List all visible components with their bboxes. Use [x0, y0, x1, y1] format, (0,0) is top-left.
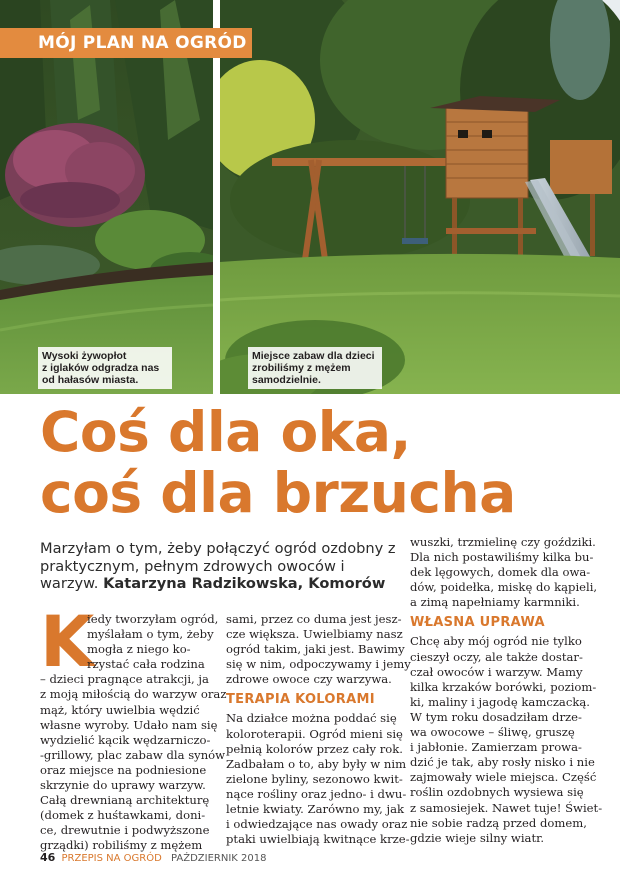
body-line: nące rośliny oraz jedno- i dwu-: [226, 786, 407, 801]
body-line: letnie kwiaty. Zarówno my, jak: [226, 802, 405, 817]
body-line: myślałam o tym, żeby: [87, 627, 214, 642]
body-line: z samosiejek. Nawet tuje! Świet-: [410, 800, 603, 815]
article-title: [40, 402, 600, 524]
page-footer: [40, 851, 340, 866]
body-line: wydzielić kącik wędzarniczo-: [40, 732, 211, 747]
body-line: zdrowe owoce czy warzywa.: [226, 672, 392, 687]
body-line: Zadbałam o to, aby były w nim: [226, 756, 407, 771]
body-line: Dla nich postawiliśmy kilka bu-: [410, 550, 594, 565]
body-line: skrzynie do uprawy warzyw.: [40, 778, 206, 793]
article-column-3: [410, 535, 605, 846]
lead-text: Marzyłam o tym, żeby połączyć ogród ozdobny z praktycznym, pełnym zdrowych owoców i warzyw.: [40, 540, 396, 592]
body-line: czał owoców i warzyw. Mamy: [410, 664, 583, 679]
body-line: i odwiedzające nas owady oraz: [226, 817, 408, 832]
body-line: iedy tworzyłam ogród,: [87, 612, 219, 626]
body-line: zajmowały wiele miejsca. Część: [410, 770, 597, 785]
body-line: Chcę aby mój ogród nie tylko: [410, 634, 582, 649]
magazine-name: PRZEPIS NA OGRÓD: [61, 853, 162, 864]
body-line: mąż, który uwielbia wędzić: [40, 702, 200, 717]
body-line: wuszki, trzmielinę czy goździki.: [410, 535, 596, 549]
body-line: sami, przez co duma jest jesz-: [226, 612, 402, 626]
body-line: ki, maliny i jagodę kamczacką.: [410, 694, 590, 709]
body-line: cze większa. Uwielbiamy nasz: [226, 627, 403, 642]
article-title-line-2: coś dla brzucha: [40, 461, 516, 525]
body-line: ptaki uwielbiają kwitnące krze-: [226, 832, 410, 847]
body-line: i jabłonie. Zamierzam prowa-: [410, 740, 582, 755]
body-line: wa owocowe – śliwę, gruszę: [410, 725, 575, 740]
playground-caption: Miejsce zabaw dla dzieci zrobiliśmy z mężem samodzielnie.: [248, 347, 382, 389]
body-line: Na działce można poddać się: [226, 711, 397, 726]
body-line: a zimą napełniamy karmniki.: [410, 595, 580, 610]
body-line: rzystać cała rodzina: [87, 657, 205, 672]
body-line: dek lęgowych, domek dla owa-: [410, 565, 591, 580]
subheading-terapia-kolorami: TERAPIA KOLORAMI: [226, 692, 375, 708]
body-line: mogła z niego ko-: [87, 642, 191, 657]
lead-author: Katarzyna Radzikowska, Komorów: [103, 575, 386, 592]
playground-photo: [220, 0, 620, 394]
body-line: dzić je tak, aby rosły nisko i nie: [410, 755, 595, 770]
body-line: nie sobie radzą przed domem,: [410, 815, 587, 830]
body-line: – dzieci pragnące atrakcji, ja: [40, 672, 209, 687]
body-line: Całą drewnianą architekturę: [40, 793, 210, 808]
subheading-wlasna-uprawa: WŁASNA UPRAWA: [410, 615, 545, 631]
issue-date: PAŹDZIERNIK 2018: [170, 853, 267, 864]
body-line: pełnią kolorów przez cały rok.: [226, 741, 403, 756]
body-line: oraz miejsce na podniesione: [40, 762, 207, 777]
body-line: ogród takim, jaki jest. Bawimy: [226, 642, 405, 657]
body-line: (domek z huśtawkami, doni-: [40, 808, 206, 823]
body-line: się w nim, odpoczywamy i jemy: [226, 657, 411, 672]
body-line: cieszył oczy, ale także dostar-: [410, 649, 583, 664]
body-line: kilka krzaków borówki, poziom-: [410, 679, 597, 694]
photo-strip: [0, 0, 620, 394]
body-line: dów, poidełka, miskę do kąpieli,: [410, 580, 598, 595]
body-line: koloroterapii. Ogród mieni się: [226, 726, 403, 741]
body-line: z moją miłością do warzyw oraz: [40, 687, 227, 702]
body-line: grządki) robiliśmy z mężem: [40, 838, 203, 853]
body-line: W tym roku dosadziłam drze-: [410, 709, 582, 724]
hedge-photo-image: [0, 0, 213, 394]
body-line: ce, drewutnie i podwyższone: [40, 823, 210, 838]
body-line: -grillowy, plac zabaw dla synów: [40, 747, 226, 762]
body-line: zielone byliny, sezonowo kwit-: [226, 771, 403, 786]
article-column-1: [40, 601, 227, 854]
drop-cap: K: [40, 601, 95, 683]
body-line: roślin ozdobnych wysiewa się: [410, 785, 584, 800]
hedge-caption: Wysoki żywopłot z iglaków odgradza nas od hałasów miasta.: [38, 347, 172, 389]
body-line: gdzie wieje silny wiatr.: [410, 830, 545, 845]
article-title-line-1: Coś dla oka,: [40, 400, 411, 464]
photo-gutter: [213, 0, 220, 394]
article-lead: [40, 540, 402, 593]
page-number: 46: [40, 851, 56, 864]
section-tag: MÓJ PLAN NA OGRÓD: [0, 28, 252, 58]
body-line: własne wyroby. Udało nam się: [40, 717, 218, 732]
hedge-photo: [0, 0, 213, 394]
playground-photo-image: [220, 0, 620, 394]
article-column-2: [226, 612, 411, 847]
